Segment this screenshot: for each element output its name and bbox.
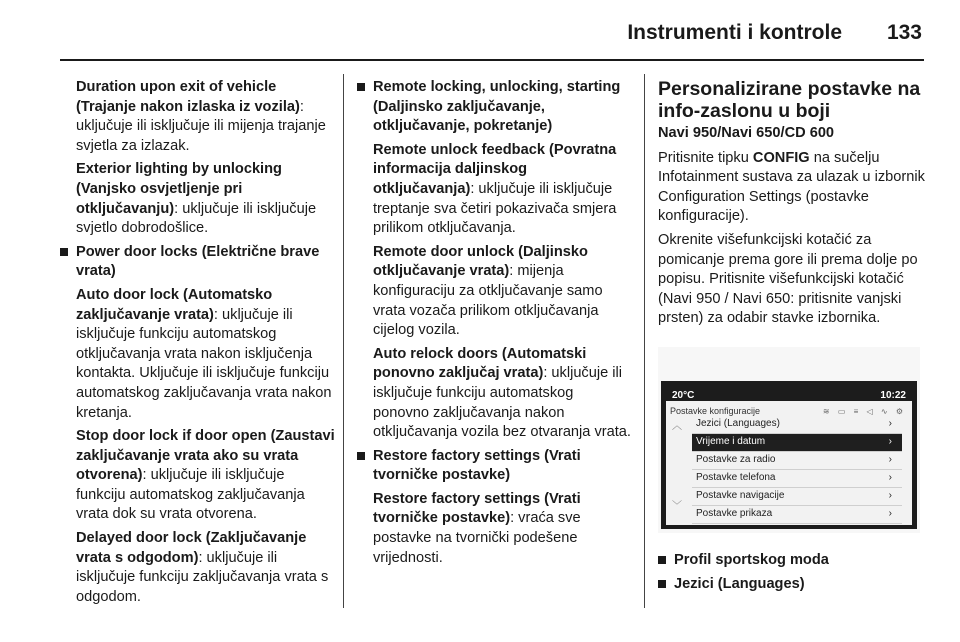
- door-unlock-title: Remote door unlock (Daljinsko otključavanje vrata): [373, 243, 588, 280]
- delayed-lock-text: : uključuje ili isključuje funkciju zaključavanja vrata s odgodom.: [76, 549, 329, 605]
- scroll-down-icon: ﹀: [672, 500, 682, 512]
- bullet-square-icon: [658, 580, 666, 588]
- restore-bullet: [357, 447, 632, 486]
- column-middle: [357, 78, 632, 572]
- delayed-lock-title: Delayed door lock (Zaključavanje vrata s odgodom): [76, 530, 307, 566]
- relock-text: : uključuje ili isključuje funkciju automatskog ponovno zaključavanja nakon otključavanja vozila bez otvaranja vrata.: [373, 365, 631, 441]
- bullet-square-icon: [357, 83, 365, 91]
- chevron-right-icon: ›: [888, 435, 892, 447]
- config-text-pre: Pritisnite tipku: [658, 149, 753, 166]
- chevron-right-icon: ›: [888, 453, 892, 465]
- stop-lock-title: Stop door lock if door open (Zaustavi zaključavanje vrata ako su vrata otvorena): [76, 428, 335, 484]
- exterior-title: Exterior lighting by unlocking (Vanjsko osvjetljenje pri otključavanju): [76, 161, 282, 217]
- exterior-item: [60, 160, 335, 238]
- languages-bullet: [658, 575, 928, 595]
- restore-item: [357, 490, 632, 568]
- screen-clock: 10:22: [880, 389, 906, 401]
- door-unlock-item: [357, 243, 632, 341]
- chevron-right-icon: ›: [888, 507, 892, 519]
- restore-text: : vraća sve postavke na tvornički podešene vrijednosti.: [373, 510, 581, 566]
- section-subtitle: Navi 950/Navi 650/CD 600: [658, 125, 835, 141]
- config-text-post: na sučelju Infotainment sustava za ulazak u izbornik Configuration Settings (postavke konfiguracije).: [658, 149, 925, 225]
- scroll-up-icon: ︿: [672, 420, 682, 432]
- column-left: [60, 78, 335, 611]
- power-locks-label: Power door locks (Električne brave vrata): [76, 243, 320, 280]
- exterior-text: : uključuje ili isključuje svjetlo dobrodošlice.: [76, 200, 317, 237]
- screen-menu-list: [692, 416, 902, 524]
- chevron-right-icon: ›: [888, 489, 892, 501]
- screen-status-icons: ≋ ▭ ≡ ◁ ∿ ⚙: [822, 406, 906, 416]
- column-divider: [343, 74, 344, 608]
- languages-bullet-label: Jezici (Languages): [674, 575, 805, 592]
- remote-locking-bullet: [357, 78, 632, 137]
- screen-content: [666, 401, 912, 525]
- screen-menu-item-selected: Vrijeme i datum ›: [692, 434, 902, 452]
- delayed-lock-item: [60, 529, 335, 607]
- relock-item: [357, 345, 632, 443]
- auto-lock-item: [60, 286, 335, 423]
- screen-temperature: 20°C: [672, 389, 695, 401]
- page-number: 133: [886, 21, 922, 44]
- screen-heading: Postavke konfiguracije: [670, 405, 761, 416]
- duration-text: : uključuje ili isključuje ili mijenja trajanje svjetla za izlazak.: [76, 98, 326, 154]
- duration-title: Duration upon exit of vehicle (Trajanje nakon izlaska iz vozila): [76, 79, 300, 115]
- multifunction-paragraph: Okrenite višefunkcijski kotačić za pomicanje prema gore ili prema dolje po popisu. Pritisnite višefunkcijski kotačić (Navi 950 / Navi 650: pritisnite vanjski prsten) za odabir stavke izbornika.: [658, 231, 918, 327]
- screen-menu-item: Postavke navigacije ›: [692, 488, 902, 506]
- auto-lock-text: : uključuje ili isključuje funkciju automatskog otključavanja vrata nakon isključenja kontakta. Uključuje ili isključuje funkciju automatskog zaključavanja vrata nakon kretanja.: [76, 306, 332, 421]
- bullet-square-icon: [357, 452, 365, 460]
- column-divider: [644, 74, 645, 608]
- settings-screen-image: [658, 347, 920, 533]
- profile-bullet-label: Profil sportskog moda: [674, 551, 829, 568]
- bullet-square-icon: [60, 248, 68, 256]
- screen-menu-item: Postavke za radio ›: [692, 452, 902, 470]
- column-right: [658, 78, 928, 598]
- config-paragraph: [658, 149, 928, 227]
- page-header-title: Instrumenti i kontrole: [627, 21, 842, 44]
- unlock-feedback-text: : uključuje ili isključuje treptanje sva četiri pokazivača smjera prilikom otključavanja.: [373, 180, 617, 237]
- unlock-feedback-item: [357, 141, 632, 239]
- unlock-feedback-title: Remote unlock feedback (Povratna informacija daljinskog otključavanja): [373, 141, 617, 197]
- header-rule: [60, 59, 924, 61]
- screen-status-bar: [664, 384, 914, 401]
- door-unlock-text: : mijenja konfiguraciju za otključavanje samo vrata vozača prilikom otključavanja cijelog vozila.: [373, 263, 603, 339]
- relock-title: Auto relock doors (Automatski ponovno zaključaj vrata): [373, 345, 587, 382]
- screen-menu-item: Postavke prikaza ›: [692, 506, 902, 524]
- bullet-square-icon: [658, 556, 666, 564]
- remote-locking-label: Remote locking, unlocking, starting (Daljinsko zaključavanje, otključavanje, pokretanje): [373, 79, 621, 135]
- profile-bullet: [658, 551, 928, 571]
- screen-frame: [661, 381, 917, 529]
- screen-menu-item: Jezici (Languages) ›: [692, 416, 902, 434]
- power-locks-bullet: [60, 243, 335, 282]
- screen-menu-item: Postavke telefona ›: [692, 470, 902, 488]
- chevron-right-icon: ›: [888, 417, 892, 429]
- chevron-right-icon: ›: [888, 471, 892, 483]
- auto-lock-title: Auto door lock (Automatsko zaključavanje vrata): [76, 286, 273, 323]
- duration-item: [60, 78, 335, 156]
- restore-bullet-label: Restore factory settings (Vrati tvorničke postavke): [373, 447, 581, 484]
- stop-lock-text: : uključuje ili isključuje funkciju automatskog zaključavanja vrata dok su vrata otvorena.: [76, 467, 305, 523]
- stop-lock-item: [60, 427, 335, 525]
- config-key: CONFIG: [752, 149, 810, 166]
- restore-title: Restore factory settings (Vrati tvorničke postavke): [373, 490, 581, 527]
- section-title: Personalizirane postavke na info-zaslonu u boji: [658, 78, 921, 122]
